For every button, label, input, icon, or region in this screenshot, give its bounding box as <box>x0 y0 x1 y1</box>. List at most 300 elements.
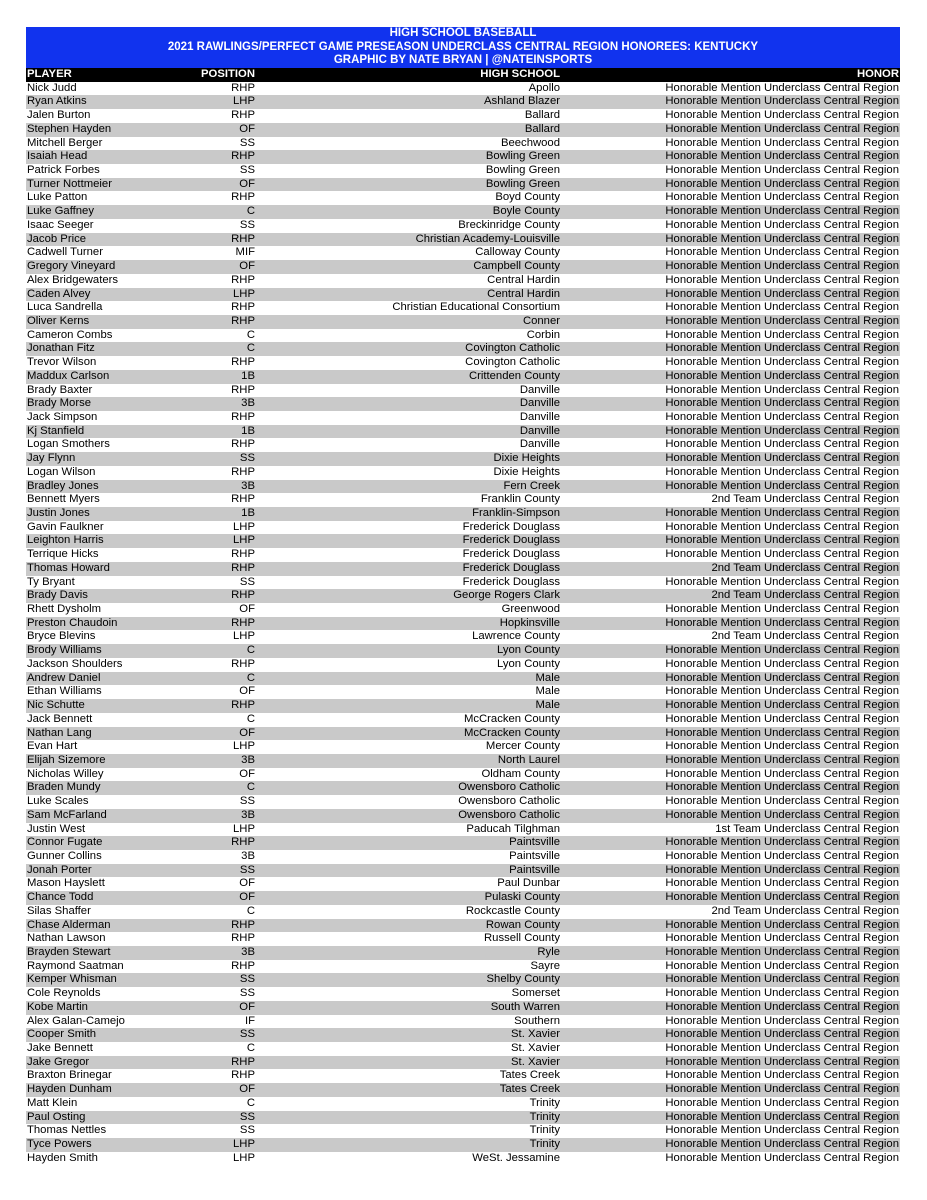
cell-pos: OF <box>239 122 255 135</box>
cell-honor: Honorable Mention Underclass Central Region <box>665 699 899 712</box>
cell-player: Jack Bennett <box>27 712 93 725</box>
cell-honor: Honorable Mention Underclass Central Region <box>665 410 899 423</box>
cell-pos: SS <box>239 1028 255 1041</box>
cell-school: Ryle <box>537 946 560 958</box>
cell-player: Raymond Saatman <box>27 959 124 972</box>
cell-school: Frederick Douglass <box>462 561 560 574</box>
table-row <box>26 534 900 548</box>
cell-school: Campbell County <box>473 260 560 273</box>
cell-honor: Honorable Mention Underclass Central Region <box>665 726 899 739</box>
cell-player: Ty Bryant <box>27 575 75 588</box>
table-row <box>26 370 900 384</box>
cell-school: St. Xavier <box>511 1055 560 1068</box>
table-row <box>26 507 900 521</box>
cell-pos: SS <box>239 136 255 149</box>
table-row <box>26 397 900 411</box>
cell-school: Danville <box>519 383 560 396</box>
table-row <box>26 919 900 933</box>
cell-player: Mitchell Berger <box>27 136 103 149</box>
cell-player: Logan Smothers <box>27 438 110 451</box>
table-row <box>26 233 900 247</box>
cell-school: Frederick Douglass <box>462 575 560 588</box>
cell-player: Ryan Atkins <box>27 95 87 108</box>
cell-pos: OF <box>239 891 255 904</box>
cell-honor: Honorable Mention Underclass Central Region <box>665 932 899 945</box>
table-row <box>26 658 900 672</box>
table-row <box>26 603 900 617</box>
cell-pos: SS <box>239 1124 255 1137</box>
table-row <box>26 109 900 123</box>
cell-pos: RHP <box>231 356 255 369</box>
cell-school: Boyle County <box>492 205 560 218</box>
cell-pos: LHP <box>233 95 255 108</box>
cell-player: Sam McFarland <box>27 808 107 821</box>
table-row <box>26 1042 900 1056</box>
cell-player: Luca Sandrella <box>27 301 103 314</box>
cell-pos: 3B <box>241 849 255 862</box>
table-row <box>26 1097 900 1111</box>
cell-pos: 3B <box>241 808 255 821</box>
cell-pos: OF <box>239 877 255 890</box>
cell-pos: RHP <box>231 1069 255 1082</box>
cell-honor: Honorable Mention Underclass Central Region <box>665 644 899 657</box>
cell-school: Covington Catholic <box>465 356 560 369</box>
cell-player: Maddux Carlson <box>27 369 110 382</box>
cell-player: Cooper Smith <box>27 1028 97 1041</box>
cell-school: Owensboro Catholic <box>458 781 560 794</box>
cell-school: Lyon County <box>496 644 560 657</box>
cell-player: Ethan Williams <box>27 685 102 698</box>
cell-player: Justin West <box>27 822 86 835</box>
cell-honor: Honorable Mention Underclass Central Region <box>665 287 899 300</box>
cell-honor: Honorable Mention Underclass Central Region <box>665 534 899 547</box>
cell-pos: SS <box>239 973 255 986</box>
cell-honor: Honorable Mention Underclass Central Region <box>665 1124 899 1137</box>
cell-player: Bryce Blevins <box>27 630 96 643</box>
cell-school: Frederick Douglass <box>462 520 560 533</box>
cell-school: St. Xavier <box>511 1028 560 1041</box>
cell-honor: Honorable Mention Underclass Central Region <box>665 177 899 190</box>
cell-pos: RHP <box>231 657 255 670</box>
cell-pos: RHP <box>231 836 255 849</box>
cell-school: Male <box>535 699 560 712</box>
cell-player: Evan Hart <box>27 740 78 753</box>
table-row <box>26 932 900 946</box>
cell-honor: Honorable Mention Underclass Central Region <box>665 616 899 629</box>
cell-honor: Honorable Mention Underclass Central Region <box>665 548 899 561</box>
header-position: POSITION <box>201 68 255 80</box>
cell-player: Brady Morse <box>27 397 92 410</box>
cell-pos: SS <box>239 1110 255 1123</box>
cell-honor: Honorable Mention Underclass Central Region <box>665 1055 899 1068</box>
cell-honor: Honorable Mention Underclass Central Region <box>665 356 899 369</box>
cell-player: Tyce Powers <box>27 1138 92 1151</box>
cell-school: Ballard <box>524 109 560 122</box>
cell-player: Paul Osting <box>27 1110 86 1123</box>
cell-player: Chance Todd <box>27 891 94 904</box>
cell-pos: 3B <box>241 397 255 410</box>
cell-school: Tates Creek <box>499 1083 560 1096</box>
table-row <box>26 246 900 260</box>
cell-school: Oldham County <box>481 767 560 780</box>
cell-player: Luke Gaffney <box>27 205 94 218</box>
cell-pos: RHP <box>231 932 255 945</box>
cell-player: Logan Wilson <box>27 465 96 478</box>
cell-school: Paducah Tilghman <box>466 822 560 835</box>
table-row <box>26 219 900 233</box>
cell-school: Central Hardin <box>487 287 560 300</box>
cell-honor: Honorable Mention Underclass Central Region <box>665 918 899 931</box>
cell-honor: Honorable Mention Underclass Central Region <box>665 328 899 341</box>
table-row <box>26 781 900 795</box>
cell-pos: C <box>246 1096 255 1109</box>
cell-school: Southern <box>514 1014 560 1027</box>
cell-pos: SS <box>239 575 255 588</box>
cell-honor: 2nd Team Underclass Central Region <box>711 493 899 506</box>
cell-player: Nick Judd <box>27 81 77 94</box>
cell-player: Brody Williams <box>27 644 102 657</box>
table-row <box>26 672 900 686</box>
cell-pos: LHP <box>233 520 255 533</box>
cell-player: Jalen Burton <box>27 109 91 122</box>
cell-school: Calloway County <box>475 246 560 259</box>
table-row <box>26 576 900 590</box>
header-honor: HONOR <box>856 68 899 80</box>
cell-player: Stephen Hayden <box>27 122 112 135</box>
cell-pos: 1B <box>241 507 255 519</box>
cell-pos: 3B <box>241 479 255 492</box>
cell-school: Frederick Douglass <box>462 534 560 547</box>
cell-school: Paintsville <box>509 849 560 862</box>
table-row <box>26 699 900 713</box>
table-row <box>26 95 900 109</box>
cell-school: Sayre <box>530 959 560 972</box>
cell-player: Gunner Collins <box>27 849 102 862</box>
table-row <box>26 329 900 343</box>
cell-pos: SS <box>239 218 255 231</box>
cell-school: Shelby County <box>486 973 560 986</box>
cell-player: Jacob Price <box>27 232 87 245</box>
cell-player: Isaac Seeger <box>27 218 94 231</box>
cell-honor: Honorable Mention Underclass Central Region <box>665 1138 899 1151</box>
table-row <box>26 644 900 658</box>
table-row <box>26 1069 900 1083</box>
cell-pos: RHP <box>231 410 255 423</box>
cell-player: Caden Alvey <box>27 287 91 300</box>
table-row <box>26 384 900 398</box>
cell-school: George Rogers Clark <box>453 589 560 602</box>
cell-pos: C <box>246 205 255 218</box>
cell-pos: RHP <box>231 150 255 163</box>
cell-pos: LHP <box>233 287 255 300</box>
title-line-2: 2021 RAWLINGS/PERFECT GAME PRESEASON UNDERCLASS CENTRAL REGION HONOREES: KENTUCKY <box>167 40 759 53</box>
table-row <box>26 164 900 178</box>
cell-pos: LHP <box>233 534 255 547</box>
cell-player: Alex Galan-Camejo <box>27 1014 125 1027</box>
cell-school: Trinity <box>529 1138 560 1151</box>
cell-pos: LHP <box>233 1138 255 1151</box>
table-row <box>26 836 900 850</box>
cell-honor: Honorable Mention Underclass Central Region <box>665 740 899 753</box>
cell-school: Somerset <box>511 987 560 1000</box>
table-row <box>26 123 900 137</box>
cell-honor: Honorable Mention Underclass Central Region <box>665 603 899 616</box>
cell-honor: Honorable Mention Underclass Central Region <box>665 369 899 382</box>
cell-honor: Honorable Mention Underclass Central Region <box>665 136 899 149</box>
cell-honor: Honorable Mention Underclass Central Region <box>665 959 899 972</box>
cell-pos: C <box>246 712 255 725</box>
cell-pos: IF <box>244 1014 255 1027</box>
cell-pos: OF <box>239 685 255 698</box>
cell-honor: Honorable Mention Underclass Central Region <box>665 164 899 177</box>
cell-player: Brady Baxter <box>27 383 93 396</box>
cell-school: Mercer County <box>485 740 560 753</box>
cell-player: Brady Davis <box>27 589 88 602</box>
cell-honor: Honorable Mention Underclass Central Region <box>665 218 899 231</box>
cell-school: Trinity <box>529 1124 560 1137</box>
cell-honor: Honorable Mention Underclass Central Region <box>665 1028 899 1041</box>
cell-pos: 1B <box>241 424 255 437</box>
cell-pos: RHP <box>231 81 255 94</box>
table-row <box>26 1124 900 1138</box>
table-row <box>26 1083 900 1097</box>
cell-pos: RHP <box>231 383 255 396</box>
cell-pos: 1B <box>241 369 255 382</box>
cell-honor: Honorable Mention Underclass Central Region <box>665 191 899 204</box>
cell-player: Andrew Daniel <box>27 671 101 684</box>
cell-pos: C <box>246 328 255 341</box>
cell-school: Greenwood <box>501 603 560 616</box>
table-row <box>26 1138 900 1152</box>
cell-school: Franklin County <box>480 493 560 506</box>
cell-honor: Honorable Mention Underclass Central Region <box>665 863 899 876</box>
table-row <box>26 727 900 741</box>
table-row <box>26 960 900 974</box>
table-row <box>26 1111 900 1125</box>
table-row <box>26 82 900 96</box>
cell-pos: LHP <box>233 740 255 753</box>
cell-school: Frederick Douglass <box>462 548 560 561</box>
table-row <box>26 521 900 535</box>
cell-honor: Honorable Mention Underclass Central Region <box>665 273 899 286</box>
cell-school: Owensboro Catholic <box>458 808 560 821</box>
cell-school: Trinity <box>529 1096 560 1109</box>
cell-pos: RHP <box>231 959 255 972</box>
cell-honor: Honorable Mention Underclass Central Region <box>665 95 899 108</box>
cell-player: Elijah Sizemore <box>27 753 106 766</box>
cell-player: Jake Gregor <box>27 1055 90 1068</box>
cell-player: Jackson Shoulders <box>27 657 123 670</box>
table-row <box>26 823 900 837</box>
header-school: HIGH SCHOOL <box>480 68 560 80</box>
cell-school: Beechwood <box>500 136 560 149</box>
cell-pos: LHP <box>233 822 255 835</box>
cell-pos: OF <box>239 1083 255 1096</box>
cell-honor: Honorable Mention Underclass Central Region <box>665 1083 899 1096</box>
cell-school: Fern Creek <box>503 479 560 492</box>
cell-player: Jonathan Fitz <box>27 342 95 355</box>
table-row <box>26 589 900 603</box>
cell-pos: OF <box>239 603 255 616</box>
cell-player: Hayden Smith <box>27 1151 98 1164</box>
cell-pos: OF <box>239 726 255 739</box>
cell-school: Apollo <box>528 81 560 94</box>
cell-player: Luke Scales <box>27 795 89 808</box>
table-row <box>26 562 900 576</box>
table-row <box>26 713 900 727</box>
cell-honor: Honorable Mention Underclass Central Region <box>665 836 899 849</box>
cell-player: Brayden Stewart <box>27 946 111 958</box>
table-row <box>26 274 900 288</box>
cell-pos: C <box>246 781 255 794</box>
cell-pos: C <box>246 1042 255 1055</box>
cell-player: Braxton Brinegar <box>27 1069 112 1082</box>
cell-honor: Honorable Mention Underclass Central Region <box>665 795 899 808</box>
table-body <box>26 82 900 1166</box>
cell-school: Conner <box>522 314 560 327</box>
cell-pos: C <box>246 342 255 355</box>
cell-school: McCracken County <box>463 726 560 739</box>
cell-school: Bowling Green <box>485 177 560 190</box>
cell-honor: Honorable Mention Underclass Central Region <box>665 685 899 698</box>
table-row <box>26 864 900 878</box>
cell-honor: Honorable Mention Underclass Central Region <box>665 438 899 451</box>
cell-player: Gavin Faulkner <box>27 520 104 533</box>
cell-player: Patrick Forbes <box>27 164 100 177</box>
table-row <box>26 1056 900 1070</box>
table-row <box>26 480 900 494</box>
cell-pos: RHP <box>231 232 255 245</box>
cell-pos: RHP <box>231 438 255 451</box>
cell-honor: Honorable Mention Underclass Central Region <box>665 973 899 986</box>
table-row <box>26 425 900 439</box>
cell-pos: RHP <box>231 616 255 629</box>
cell-school: Bowling Green <box>485 150 560 163</box>
cell-school: Ballard <box>524 122 560 135</box>
cell-school: Dixie Heights <box>493 465 560 478</box>
cell-player: Preston Chaudoin <box>27 616 118 629</box>
cell-player: Nathan Lang <box>27 726 92 739</box>
cell-pos: LHP <box>233 630 255 643</box>
table-row <box>26 288 900 302</box>
cell-pos: RHP <box>231 109 255 122</box>
cell-honor: Honorable Mention Underclass Central Region <box>665 1110 899 1123</box>
honorees-sheet <box>26 27 900 1166</box>
cell-school: Owensboro Catholic <box>458 795 560 808</box>
cell-pos: MIF <box>235 246 255 259</box>
cell-honor: Honorable Mention Underclass Central Region <box>665 657 899 670</box>
cell-pos: RHP <box>231 273 255 286</box>
cell-pos: RHP <box>231 561 255 574</box>
cell-player: Connor Fugate <box>27 836 103 849</box>
cell-honor: Honorable Mention Underclass Central Region <box>665 479 899 492</box>
cell-pos: OF <box>239 260 255 273</box>
cell-pos: SS <box>239 164 255 177</box>
cell-honor: Honorable Mention Underclass Central Region <box>665 781 899 794</box>
cell-pos: SS <box>239 863 255 876</box>
cell-honor: Honorable Mention Underclass Central Region <box>665 424 899 437</box>
table-row <box>26 178 900 192</box>
table-row <box>26 905 900 919</box>
cell-honor: Honorable Mention Underclass Central Region <box>665 946 899 958</box>
cell-pos: SS <box>239 795 255 808</box>
cell-pos: 3B <box>241 753 255 766</box>
cell-honor: Honorable Mention Underclass Central Region <box>665 808 899 821</box>
cell-player: Oliver Kerns <box>27 314 90 327</box>
cell-player: Cadwell Turner <box>27 246 103 259</box>
cell-pos: RHP <box>231 589 255 602</box>
cell-player: Luke Patton <box>27 191 88 204</box>
cell-player: Matt Klein <box>27 1096 78 1109</box>
table-row <box>26 795 900 809</box>
cell-pos: C <box>246 904 255 917</box>
table-row <box>26 150 900 164</box>
cell-honor: 2nd Team Underclass Central Region <box>711 630 899 643</box>
header-player: PLAYER <box>27 68 72 80</box>
cell-school: Central Hardin <box>487 273 560 286</box>
table-row <box>26 315 900 329</box>
cell-player: Leighton Harris <box>27 534 104 547</box>
table-row <box>26 1001 900 1015</box>
table-row <box>26 1028 900 1042</box>
cell-school: Pulaski County <box>484 891 560 904</box>
cell-honor: Honorable Mention Underclass Central Region <box>665 1042 899 1055</box>
table-row <box>26 768 900 782</box>
cell-player: Jake Bennett <box>27 1042 93 1055</box>
cell-player: Cameron Combs <box>27 328 113 341</box>
cell-school: St. Xavier <box>511 1042 560 1055</box>
cell-school: Tates Creek <box>499 1069 560 1082</box>
cell-school: Paintsville <box>509 863 560 876</box>
cell-honor: Honorable Mention Underclass Central Region <box>665 1014 899 1027</box>
cell-school: Bowling Green <box>485 164 560 177</box>
cell-honor: Honorable Mention Underclass Central Region <box>665 520 899 533</box>
cell-honor: 1st Team Underclass Central Region <box>715 822 899 835</box>
cell-honor: Honorable Mention Underclass Central Region <box>665 575 899 588</box>
cell-honor: Honorable Mention Underclass Central Region <box>665 383 899 396</box>
cell-school: Ashland Blazer <box>484 95 560 108</box>
table-row <box>26 301 900 315</box>
cell-school: Paul Dunbar <box>497 877 560 890</box>
table-row <box>26 260 900 274</box>
table-row <box>26 342 900 356</box>
cell-pos: SS <box>239 987 255 1000</box>
table-row <box>26 617 900 631</box>
cell-honor: Honorable Mention Underclass Central Region <box>665 81 899 94</box>
cell-player: Kemper Whisman <box>27 973 117 986</box>
cell-school: Covington Catholic <box>465 342 560 355</box>
table-row <box>26 987 900 1001</box>
cell-honor: Honorable Mention Underclass Central Region <box>665 260 899 273</box>
cell-player: Kj Stanfield <box>27 424 85 437</box>
cell-player: Bradley Jones <box>27 479 99 492</box>
table-row <box>26 438 900 452</box>
cell-school: Danville <box>519 438 560 451</box>
cell-honor: 2nd Team Underclass Central Region <box>711 589 899 602</box>
cell-player: Turner Nottmeier <box>27 177 112 190</box>
cell-player: Jonah Porter <box>27 863 92 876</box>
cell-school: Trinity <box>529 1110 560 1123</box>
table-row <box>26 452 900 466</box>
cell-pos: 3B <box>241 946 255 958</box>
table-row <box>26 191 900 205</box>
cell-honor: Honorable Mention Underclass Central Region <box>665 671 899 684</box>
cell-school: Lawrence County <box>472 630 560 643</box>
cell-player: Trevor Wilson <box>27 356 97 369</box>
cell-pos: RHP <box>231 1055 255 1068</box>
cell-pos: RHP <box>231 301 255 314</box>
cell-pos: RHP <box>231 493 255 506</box>
